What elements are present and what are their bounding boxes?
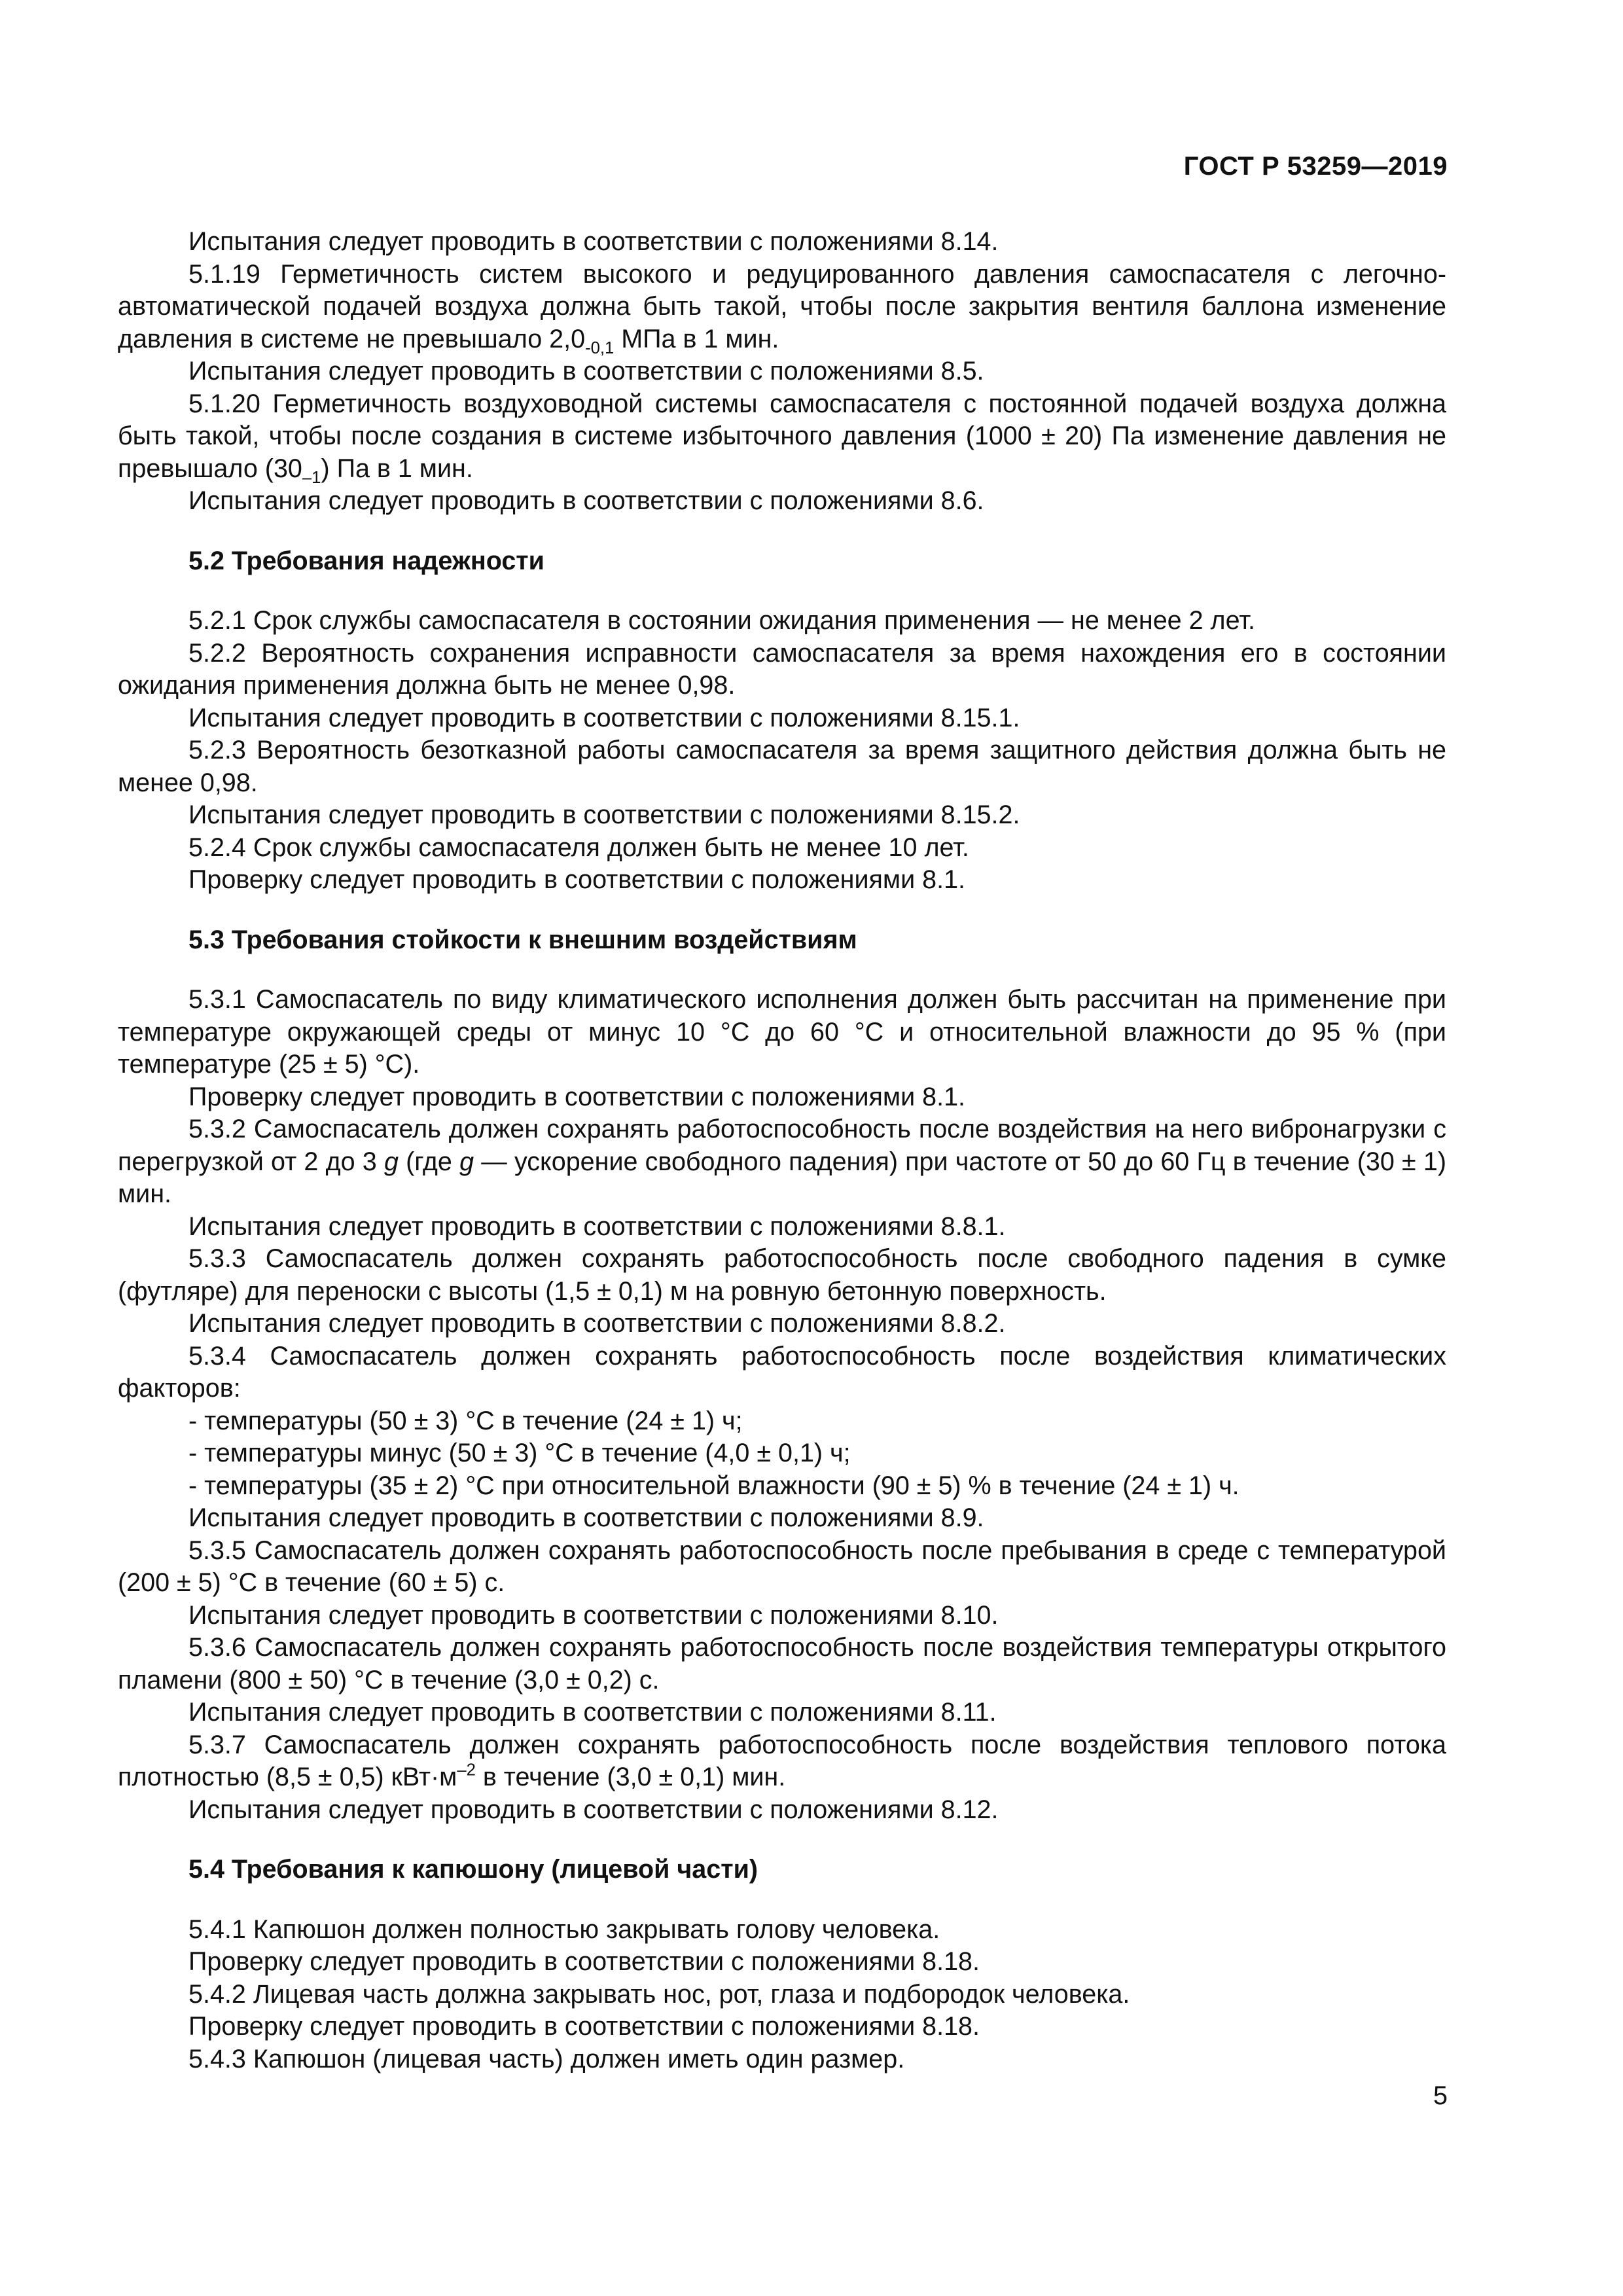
paragraph: Проверку следует проводить в соответствии с положениями 8.18.	[188, 2012, 980, 2041]
paragraph: Испытания следует проводить в соответствии с положениями 8.14.	[188, 227, 999, 256]
list-item: - температуры (50 ± 3) °С в течение (24 ± 1) ч;	[188, 1406, 743, 1435]
text-run: — ускорение свободного падения) при частоте от 50 до 60 Гц в течение (30 ± 1) мин.	[118, 1147, 1446, 1208]
list-item: - температуры минус (50 ± 3) °С в течение (4,0 ± 0,1) ч;	[188, 1439, 851, 1467]
text-run: 5.3.7 Самоспасатель должен сохранять работоспособность после воздействия теплового потока плотностью (8,5 ± 0,5) кВт·м	[118, 1730, 1446, 1791]
page-number: 5	[1433, 2081, 1448, 2110]
paragraph: Испытания следует проводить в соответствии с положениями 8.9.	[188, 1503, 984, 1532]
clause-5-3-7	[118, 1729, 1446, 1794]
clause-5-3-5: 5.3.5 Самоспасатель должен сохранять работоспособность после пребывания в среде с температурой (200 ± 5) °С в течение (60 ± 5) с.	[118, 1535, 1446, 1597]
paragraph: Проверку следует проводить в соответствии с положениями 8.18.	[188, 1947, 980, 1976]
text-run: (где	[398, 1147, 460, 1176]
text-run: 5.1.19 Герметичность систем высокого и редуцированного давления самоспасателя с легочно-автоматической подачей воздуха должна быть такой, чтобы после закрытия вентиля баллона изменение давления в системе не превышало 2,0	[118, 259, 1446, 353]
paragraph: Испытания следует проводить в соответствии с положениями 8.11.	[188, 1698, 997, 1727]
clause-5-4-1: 5.4.1 Капюшон должен полностью закрывать голову человека.	[188, 1914, 940, 1944]
clause-5-3-3: 5.3.3 Самоспасатель должен сохранять работоспособность после свободного падения в сумке (футляре) для переноски с высоты (1,5 ± 0,1) м на ровную бетонную поверхность.	[118, 1244, 1446, 1306]
clause-5-1-19	[118, 259, 1446, 356]
clause-5-2-3: 5.2.3 Вероятность безотказной работы самоспасателя за время защитного действия должна быть не менее 0,98.	[118, 736, 1446, 797]
paragraph: Испытания следует проводить в соответствии с положениями 8.10.	[188, 1600, 999, 1630]
clause-5-4-3: 5.4.3 Капюшон (лицевая часть) должен иметь один размер.	[188, 2044, 905, 2073]
paragraph: Проверку следует проводить в соответствии с положениями 8.1.	[188, 865, 966, 894]
clause-5-3-1: 5.3.1 Самоспасатель по виду климатического исполнения должен быть рассчитан на применение при температуре окружающей среды от минус 10 °С до 60 °С и относительной влажности до 95 % (при температуре (25 ± 5) °С).	[118, 985, 1446, 1079]
section-heading-5-4: 5.4 Требования к капюшону (лицевой части)	[188, 1855, 758, 1884]
paragraph: Испытания следует проводить в соответствии с положениями 8.5.	[188, 357, 984, 386]
section-heading-5-2: 5.2 Требования надежности	[188, 546, 544, 575]
clause-5-3-6: 5.3.6 Самоспасатель должен сохранять работоспособность после воздействия температуры открытого пламени (800 ± 50) °С в течение (3,0 ± 0,2) с.	[118, 1633, 1446, 1695]
text-run: 5.3.2 Самоспасатель должен сохранять работоспособность после воздействия на него вибронагрузки с перегрузкой от 2 до 3	[118, 1115, 1446, 1176]
section-heading-5-3: 5.3 Требования стойкости к внешним воздействиям	[188, 925, 857, 954]
list-item: - температуры (35 ± 2) °С при относительной влажности (90 ± 5) % в течение (24 ± 1) ч.	[188, 1471, 1240, 1500]
tolerance-subscript: -0,1	[585, 338, 615, 357]
clause-5-1-20	[118, 388, 1446, 486]
paragraph: Испытания следует проводить в соответствии с положениями 8.8.1.	[188, 1211, 1006, 1241]
text-run: в течение (3,0 ± 0,1) мин.	[475, 1763, 786, 1791]
clause-5-2-1: 5.2.1 Срок службы самоспасателя в состоянии ожидания применения — не менее 2 лет.	[188, 606, 1255, 635]
clause-5-2-4: 5.2.4 Срок службы самоспасателя должен быть не менее 10 лет.	[188, 833, 969, 862]
paragraph: Испытания следует проводить в соответствии с положениями 8.15.1.	[188, 703, 1020, 732]
document-code-header: ГОСТ Р 53259—2019	[1183, 152, 1448, 181]
document-body	[118, 226, 1446, 2075]
paragraph: Испытания следует проводить в соответствии с положениями 8.15.2.	[188, 800, 1020, 829]
clause-5-4-2: 5.4.2 Лицевая часть должна закрывать нос, рот, глаза и подбородок человека.	[188, 1979, 1130, 2009]
text-run: ) Па в 1 мин.	[321, 454, 473, 483]
paragraph: Испытания следует проводить в соответствии с положениями 8.8.2.	[188, 1309, 1006, 1338]
paragraph: Испытания следует проводить в соответствии с положениями 8.12.	[188, 1795, 999, 1824]
tolerance-subscript: –1	[302, 468, 321, 487]
paragraph: Проверку следует проводить в соответствии с положениями 8.1.	[188, 1082, 966, 1111]
paragraph: Испытания следует проводить в соответствии с положениями 8.6.	[188, 486, 984, 515]
clause-5-3-4: 5.3.4 Самоспасатель должен сохранять работоспособность после воздействия климатических факторов:	[118, 1341, 1446, 1403]
gravity-symbol: g	[383, 1147, 399, 1176]
text-run: 5.1.20 Герметичность воздуховодной системы самоспасателя с постоянной подачей воздуха должна быть такой, чтобы после создания в системе избыточного давления (1000 ± 20) Па изменение давления не превышало (30	[118, 389, 1446, 483]
clause-5-2-2: 5.2.2 Вероятность сохранения исправности самоспасателя за время нахождения его в состоянии ожидания применения должна быть не менее 0,98.	[118, 638, 1446, 700]
clause-5-3-2	[118, 1113, 1446, 1211]
exponent-superscript: –2	[457, 1761, 476, 1780]
text-run: МПа в 1 мин.	[614, 324, 779, 353]
gravity-symbol: g	[459, 1147, 474, 1176]
